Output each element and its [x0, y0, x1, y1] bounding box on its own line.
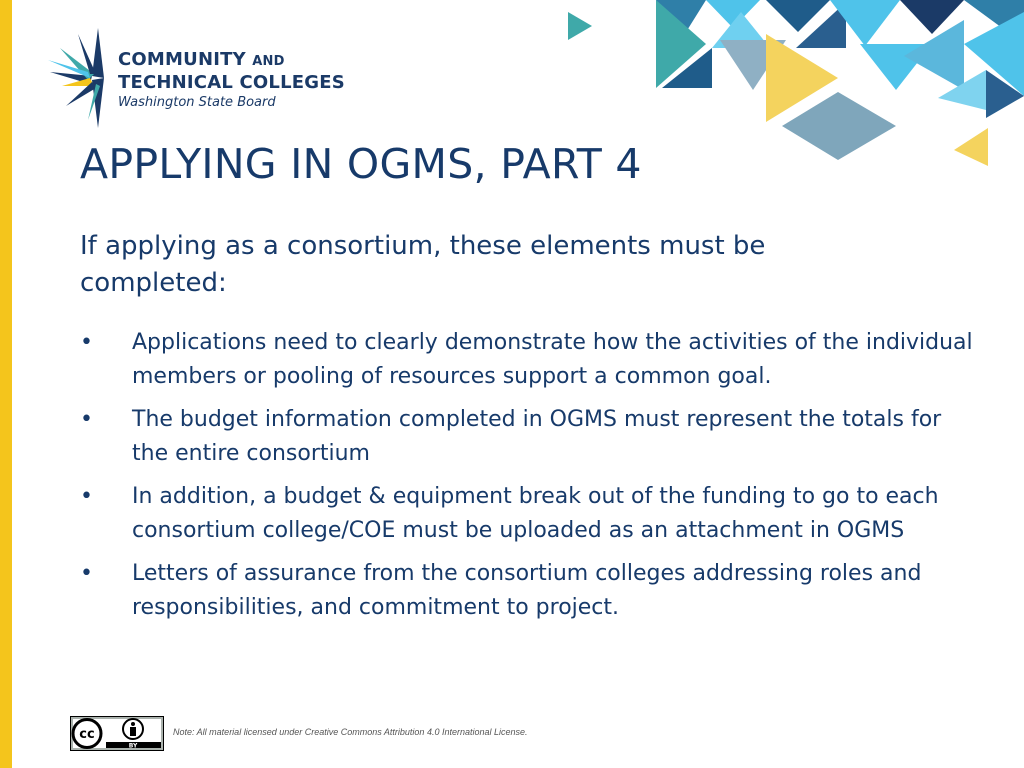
bullet-dot: •: [80, 407, 93, 432]
logo-wordmark: [118, 50, 345, 113]
bullet-text: In addition, a budget & equipment break out of the funding to go to each consortium college/COE must be uploaded as an attachment in OGMS: [132, 484, 939, 543]
bullet-text: Applications need to clearly demonstrate how the activities of the individual members or pooling of resources support a common goal.: [132, 330, 973, 389]
logo-word-and: AND: [252, 54, 285, 69]
license-note: Note: All material licensed under Creative Commons Attribution 4.0 International License.: [173, 727, 528, 737]
college-board-logo: [48, 28, 348, 128]
slide-intro: If applying as a consortium, these elements must be completed:: [80, 231, 766, 298]
bullet-dot: •: [80, 330, 93, 355]
cc-badge-text: cc: [79, 727, 95, 742]
bullet-dot: •: [80, 561, 93, 586]
creative-commons-by-icon: [70, 716, 164, 751]
logo-word-technical-colleges: TECHNICAL COLLEGES: [118, 72, 345, 93]
list-item: [80, 557, 980, 625]
list-item: [80, 480, 980, 548]
slide-title: APPLYING IN OGMS, PART 4: [80, 140, 642, 188]
bullet-text: The budget information completed in OGMS must represent the totals for the entire consortium: [132, 407, 942, 466]
left-accent-bar: [0, 0, 12, 768]
list-item: [80, 403, 980, 471]
logo-word-state-board: Washington State Board: [118, 95, 276, 110]
bullet-dot: •: [80, 484, 93, 509]
starburst-logo-icon: [48, 28, 112, 128]
bullet-list: [80, 326, 980, 634]
logo-word-community: COMMUNITY: [118, 49, 246, 70]
bullet-text: Letters of assurance from the consortium colleges addressing roles and responsibilities, and commitment to project.: [132, 561, 922, 620]
list-item: [80, 326, 980, 394]
by-badge-text: BY: [128, 742, 138, 750]
